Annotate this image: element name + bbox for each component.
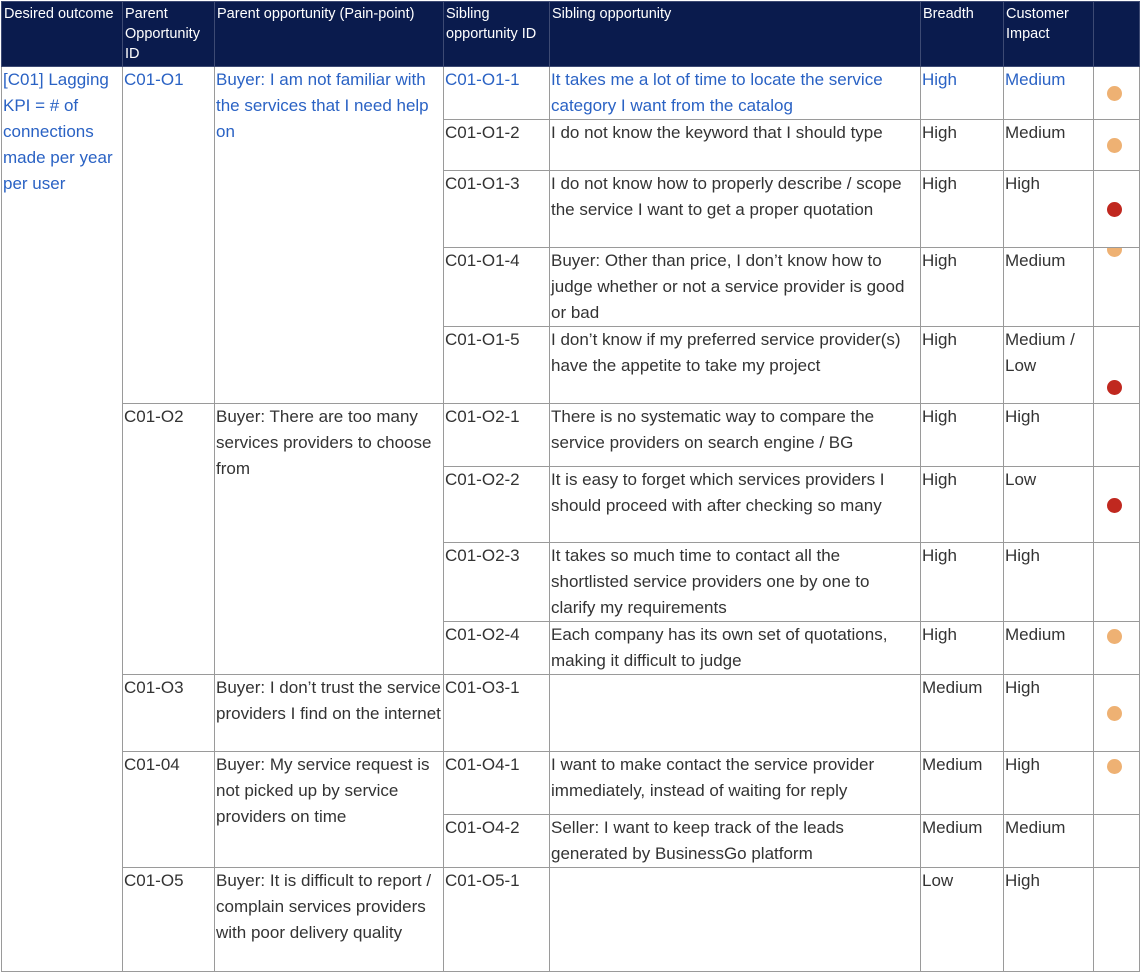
sibling-opportunity-cell: I don’t know if my preferred service provider(s) have the appetite to take my project [550, 327, 921, 404]
orange-priority-dot-icon [1107, 706, 1122, 721]
breadth-cell: Medium [921, 815, 1004, 868]
priority-flag-cell [1094, 404, 1140, 467]
customer-impact-cell: Medium [1004, 67, 1094, 120]
sibling-id-cell: C01-O2-4 [444, 622, 550, 675]
sibling-opportunity-cell [550, 868, 921, 972]
parent-opportunity-cell: Buyer: I don’t trust the service providers I find on the internet [215, 675, 444, 752]
breadth-cell: High [921, 543, 1004, 622]
sibling-id-cell: C01-O2-3 [444, 543, 550, 622]
priority-flag-cell [1094, 120, 1140, 171]
sibling-opportunity-cell: It takes so much time to contact all the shortlisted service providers one by one to clarify my requirements [550, 543, 921, 622]
priority-flag-cell [1094, 543, 1140, 622]
customer-impact-cell: Medium [1004, 622, 1094, 675]
priority-flag-cell [1094, 815, 1140, 868]
table-row [2, 675, 1140, 752]
customer-impact-cell: High [1004, 868, 1094, 972]
customer-impact-cell: High [1004, 404, 1094, 467]
sibling-opportunity-cell: I do not know the keyword that I should type [550, 120, 921, 171]
sibling-id-cell: C01-O1-2 [444, 120, 550, 171]
sibling-id-cell: C01-O4-2 [444, 815, 550, 868]
sibling-opportunity-cell: Each company has its own set of quotations, making it difficult to judge [550, 622, 921, 675]
breadth-cell: High [921, 171, 1004, 248]
parent-opportunity-cell: Buyer: There are too many services providers to choose from [215, 404, 444, 675]
sibling-opportunity-cell: Buyer: Other than price, I don’t know how to judge whether or not a service provider is good or bad [550, 248, 921, 327]
parent-id-cell: C01-O5 [123, 868, 215, 972]
priority-flag-cell [1094, 327, 1140, 404]
breadth-cell: High [921, 248, 1004, 327]
parent-id-cell: C01-O2 [123, 404, 215, 675]
red-priority-dot-icon [1107, 202, 1122, 217]
parent-opportunity-cell: Buyer: I am not familiar with the services that I need help on [215, 67, 444, 404]
sibling-id-cell: C01-O1-4 [444, 248, 550, 327]
header-sibling-opportunity: Sibling opportunity [550, 2, 921, 67]
header-row [2, 2, 1140, 67]
sibling-opportunity-cell [550, 675, 921, 752]
table-row [2, 868, 1140, 972]
customer-impact-cell: Low [1004, 467, 1094, 543]
sibling-opportunity-cell: Seller: I want to keep track of the leads generated by BusinessGo platform [550, 815, 921, 868]
sibling-id-cell: C01-O2-2 [444, 467, 550, 543]
orange-priority-dot-icon [1107, 248, 1122, 258]
priority-flag-cell [1094, 248, 1140, 327]
customer-impact-cell: Medium [1004, 248, 1094, 327]
header-parent-opportunity: Parent opportunity (Pain-point) [215, 2, 444, 67]
parent-id-cell: C01-O1 [123, 67, 215, 404]
table-row [2, 404, 1140, 467]
sibling-opportunity-cell: It is easy to forget which services providers I should proceed with after checking so many [550, 467, 921, 543]
breadth-cell: Medium [921, 752, 1004, 815]
customer-impact-cell: Medium [1004, 120, 1094, 171]
breadth-cell: High [921, 404, 1004, 467]
sibling-id-cell: C01-O2-1 [444, 404, 550, 467]
breadth-cell: High [921, 622, 1004, 675]
parent-opportunity-cell: Buyer: It is difficult to report / complain services providers with poor delivery quality [215, 868, 444, 972]
table-row [2, 67, 1140, 120]
sibling-id-cell: C01-O1-5 [444, 327, 550, 404]
sibling-opportunity-cell: I do not know how to properly describe / scope the service I want to get a proper quotation [550, 171, 921, 248]
desired-outcome-cell: [C01] Lagging KPI = # of connections made per year per user [2, 67, 123, 972]
priority-flag-cell [1094, 752, 1140, 815]
breadth-cell: High [921, 67, 1004, 120]
orange-priority-dot-icon [1107, 138, 1122, 153]
customer-impact-cell: High [1004, 675, 1094, 752]
parent-id-cell: C01-O3 [123, 675, 215, 752]
customer-impact-cell: Medium / Low [1004, 327, 1094, 404]
priority-flag-cell [1094, 622, 1140, 675]
sibling-opportunity-cell: I want to make contact the service provider immediately, instead of waiting for reply [550, 752, 921, 815]
table-row [2, 752, 1140, 815]
sibling-id-cell: C01-O3-1 [444, 675, 550, 752]
table-body [2, 67, 1140, 972]
breadth-cell: Medium [921, 675, 1004, 752]
sibling-id-cell: C01-O4-1 [444, 752, 550, 815]
header-flag [1094, 2, 1140, 67]
priority-flag-cell [1094, 868, 1140, 972]
orange-priority-dot-icon [1107, 86, 1122, 101]
orange-priority-dot-icon [1107, 759, 1122, 774]
sibling-opportunity-cell: There is no systematic way to compare the service providers on search engine / BG [550, 404, 921, 467]
breadth-cell: High [921, 467, 1004, 543]
priority-flag-cell [1094, 171, 1140, 248]
opportunity-table [1, 1, 1140, 972]
priority-flag-cell [1094, 467, 1140, 543]
breadth-cell: High [921, 120, 1004, 171]
orange-priority-dot-icon [1107, 629, 1122, 644]
customer-impact-cell: High [1004, 171, 1094, 248]
sibling-id-cell: C01-O1-3 [444, 171, 550, 248]
red-priority-dot-icon [1107, 380, 1122, 395]
header-sibling-id: Sibling opportunity ID [444, 2, 550, 67]
priority-flag-cell [1094, 67, 1140, 120]
parent-opportunity-cell: Buyer: My service request is not picked up by service providers on time [215, 752, 444, 868]
customer-impact-cell: High [1004, 543, 1094, 622]
breadth-cell: Low [921, 868, 1004, 972]
sibling-id-cell: C01-O1-1 [444, 67, 550, 120]
header-customer-impact: Customer Impact [1004, 2, 1094, 67]
sibling-id-cell: C01-O5-1 [444, 868, 550, 972]
sibling-opportunity-cell: It takes me a lot of time to locate the service category I want from the catalog [550, 67, 921, 120]
customer-impact-cell: Medium [1004, 815, 1094, 868]
customer-impact-cell: High [1004, 752, 1094, 815]
header-desired-outcome: Desired outcome [2, 2, 123, 67]
priority-flag-cell [1094, 675, 1140, 752]
breadth-cell: High [921, 327, 1004, 404]
header-breadth: Breadth [921, 2, 1004, 67]
red-priority-dot-icon [1107, 498, 1122, 513]
header-parent-id: Parent Opportunity ID [123, 2, 215, 67]
parent-id-cell: C01-04 [123, 752, 215, 868]
